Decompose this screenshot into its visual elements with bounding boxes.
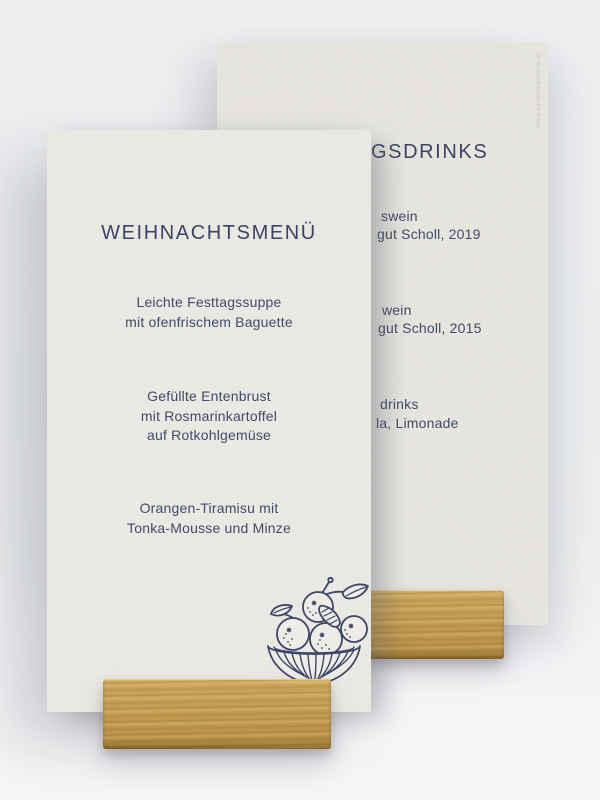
course-line: Orangen-Tiramisu mit (139, 500, 279, 516)
front-card-wood-stand (103, 679, 331, 749)
back-card-wood-stand (364, 590, 504, 659)
drink-item-line: wein (382, 302, 412, 318)
course-line: Leichte Festtagssuppe (136, 294, 282, 310)
course-line: Gefüllte Entenbrust (147, 388, 271, 404)
front-menu-card (47, 130, 371, 712)
watermark-text: www.kartenmacherei.at (535, 52, 542, 128)
watermark (535, 54, 545, 128)
course-line: Tonka-Mousse und Minze (127, 519, 291, 536)
course-line: auf Rotkohlgemüse (146, 427, 272, 443)
course-line: mit ofenfrischem Baguette (125, 313, 293, 330)
course-line: mit Rosmarinkartoffel (140, 407, 278, 424)
drink-item-line: drinks (380, 396, 419, 412)
drink-item-line: la, Limonade (376, 415, 459, 431)
menu-course-starter (47, 293, 371, 332)
drink-item-line: swein (381, 208, 418, 224)
menu-course-main (47, 387, 371, 446)
drink-item-line: gut Scholl, 2015 (378, 320, 482, 336)
drink-item-line: gut Scholl, 2019 (377, 226, 481, 242)
back-card-title-fragment: GSDRINKS (371, 141, 489, 163)
front-card-title: WEIHNACHTSMENÜ (101, 222, 317, 244)
menu-course-dessert (47, 499, 371, 538)
